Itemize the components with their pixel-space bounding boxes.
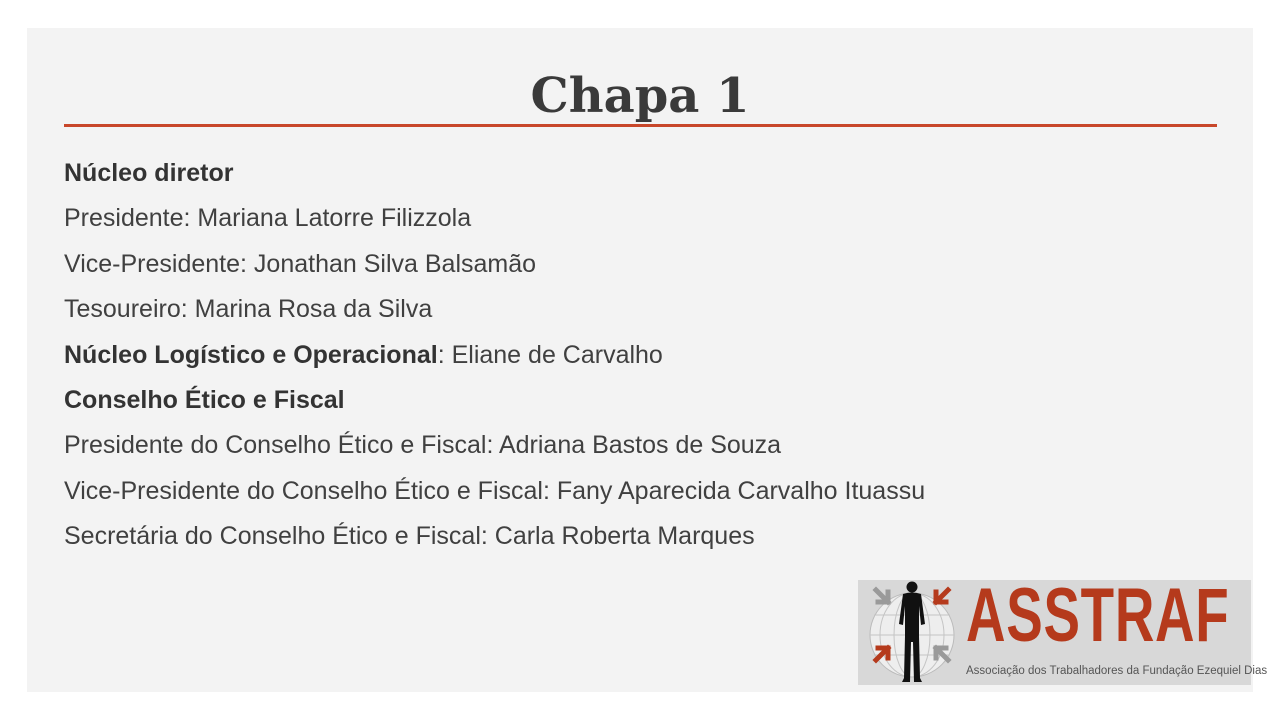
member-line (64, 199, 1214, 244)
line-text: Presidente: Mariana Latorre Filizzola (64, 204, 472, 233)
line-text: Vice-Presidente do Conselho Ético e Fiscal: Fany Aparecida Carvalho Ituassu (64, 476, 926, 505)
line-text: Presidente do Conselho Ético e Fiscal: Adriana Bastos de Souza (64, 431, 782, 460)
line-label: Núcleo Logístico e Operacional (64, 340, 438, 369)
slide-body (64, 154, 1214, 563)
nucleo-logistico-line (64, 336, 1214, 381)
section-heading-nucleo-diretor (64, 154, 1214, 199)
member-line (64, 517, 1214, 562)
logo-tagline: Associação dos Trabalhadores da Fundação Ezequiel Dias (966, 665, 1268, 677)
section-heading-conselho (64, 381, 1214, 426)
line-label: Conselho Ético e Fiscal (64, 385, 345, 414)
logo-wordmark: ASSTRAF (966, 573, 1230, 658)
asstraf-logo (858, 573, 1268, 685)
line-text: Vice-Presidente: Jonathan Silva Balsamão (64, 249, 537, 278)
slide (27, 28, 1268, 692)
line-label: Núcleo diretor (64, 159, 234, 187)
line-text: Tesoureiro: Marina Rosa da Silva (64, 295, 433, 324)
line-text: Secretária do Conselho Ético e Fiscal: Carla Roberta Marques (64, 522, 755, 551)
member-line (64, 472, 1214, 517)
title-divider (64, 124, 1217, 127)
member-line (64, 245, 1214, 290)
member-line (64, 290, 1214, 335)
person-silhouette-with-arrows-icon (858, 580, 966, 685)
member-line (64, 426, 1214, 471)
line-text: : Eliane de Carvalho (437, 340, 663, 369)
slide-title: Chapa 1 (530, 68, 750, 124)
